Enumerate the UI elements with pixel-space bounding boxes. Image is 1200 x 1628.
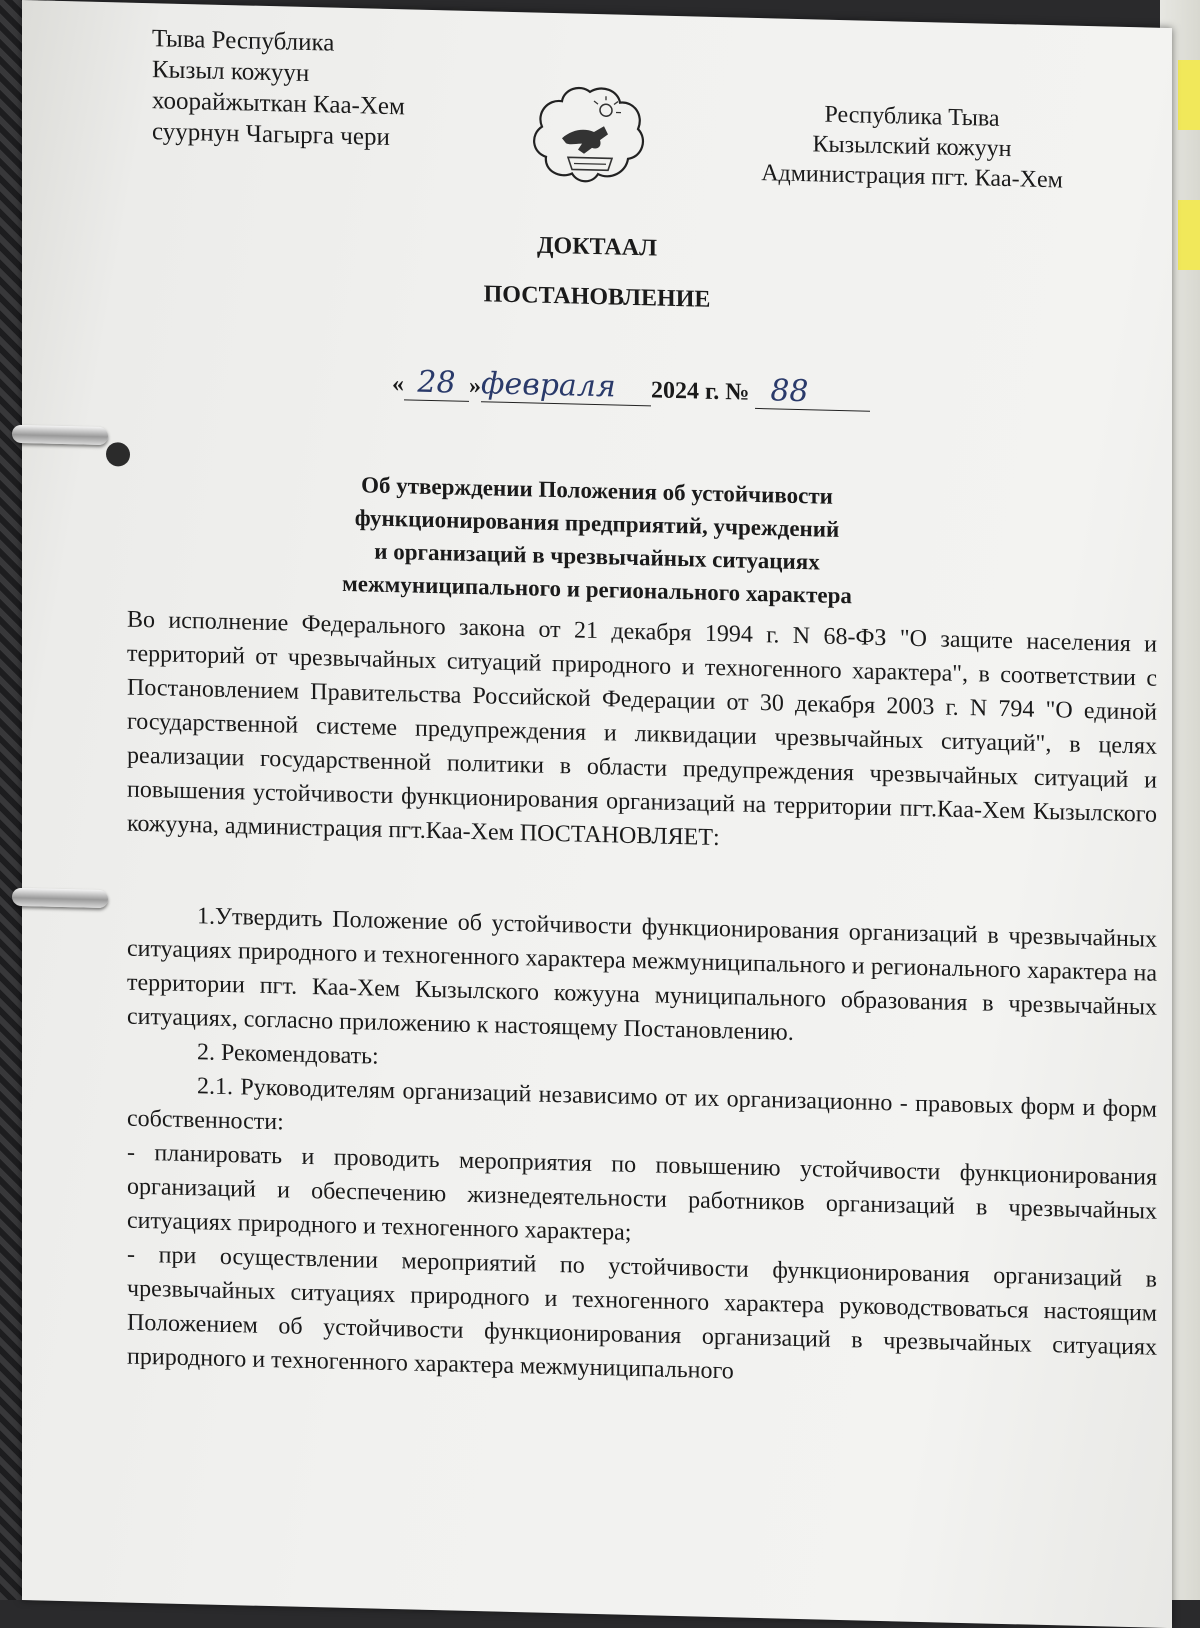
subject-line: и организаций в чрезвычайных ситуациях [22,526,1172,587]
dash-item: - планировать и проводить мероприятия по повышению устойчивости функционирования организаций и обеспечению жизнедеятельности работников организаций в чрезвычайных ситуациях природного и техногенного характера; [127,1136,1157,1263]
header-line: Тыва Республика [152,23,405,60]
subject-line: функционирования предприятий, учреждений [22,493,1172,554]
dash-item: - при осуществлении мероприятий по устойчивости функционирования организаций в чрезвычайных ситуациях природного и техногенного характера руководствоваться настоящим Положением об устойчивости функционирования организаций в чрезвычайных ситуациях природного и техногенного характера межмуниципального [127,1238,1157,1399]
handwritten-month: февраля [481,366,616,404]
header-right-russian [722,97,1102,196]
subject-heading [22,460,1172,620]
header-line: Администрация пгт. Каа-Хем [722,157,1102,196]
quote-open: « [392,371,404,397]
header-line: Кызылский кожуун [722,127,1102,166]
doc-title-tuvan: ДОКТААЛ [22,220,1172,275]
sticky-tab [1178,60,1200,130]
binder-ring [12,888,108,908]
date-number-line [392,364,870,412]
item-2: 2. Рекомендовать: [127,1034,1157,1093]
doc-title-russian: ПОСТАНОВЛЕНИЕ [22,270,1172,325]
preamble [127,603,1157,866]
handwritten-number: 88 [755,373,808,409]
subject-line: межмуниципального и регионального характера [22,559,1172,620]
header-line: Кызыл кожуун [152,54,405,91]
preamble-text: Во исполнение Федерального закона от 21 декабря 1994 г. N 68-ФЗ "О защите населения и территорий от чрезвычайных ситуаций природного и техногенного характера", в соответствии с Постановлением Правительства Российской Федерации от 30 декабря 2003 г. N 794 "О единой государственной системе предупреждения и ликвидации чрезвычайных ситуаций", в целях реализации государственной политики в области предупреждения чрезвычайных ситуаций и повышения устойчивости функционирования организаций на территории пгт.Каа-Хем Кызылского кожууна, администрация пгт.Каа-Хем ПОСТАНОВЛЯЕТ: [127,603,1157,866]
subject-line: Об утверждении Положения об устойчивости [22,460,1172,521]
binder-ring [12,425,108,445]
item-1: 1.Утвердить Положение об устойчивости функционирования организаций в чрезвычайных ситуациях природного и техногенного характера межмуниципального и регионального характера на территории пгт. Каа-Хем Кызылского кожууна муниципального образования в чрезвычайных ситуациях, согласно приложению к настоящему Постановлению. [127,898,1157,1059]
header-left-tuvan [152,23,405,153]
decree-items [127,898,1157,1399]
year-and-number-label: 2024 г. № [651,377,749,405]
header-line: хоорайжыткан Каа-Хем [152,85,405,122]
document-page [22,0,1172,1628]
item-2-1: 2.1. Руководителям организаций независимо от их организационно - правовых форм и форм собственности: [127,1068,1157,1161]
tuva-emblem-icon [532,82,648,189]
header-line: суурнун Чагырга чери [152,116,405,153]
quote-close: » [469,373,481,399]
header-line: Республика Тыва [722,97,1102,136]
handwritten-day: 28 [417,365,455,401]
sticky-tab [1178,200,1200,270]
